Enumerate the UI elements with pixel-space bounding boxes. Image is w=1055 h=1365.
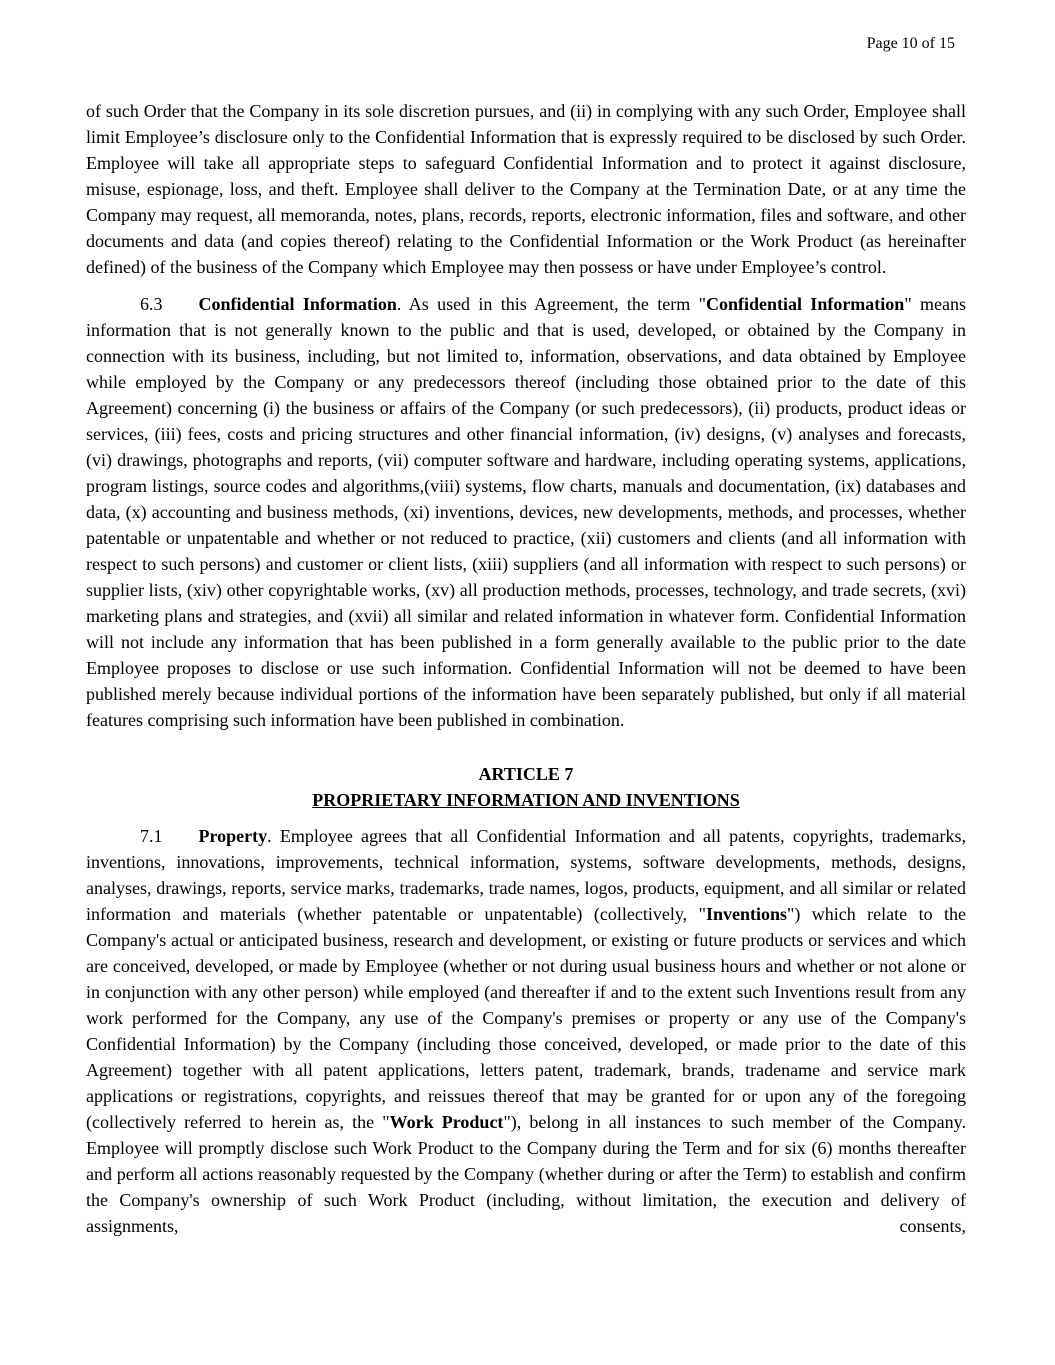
document-body xyxy=(86,98,966,1250)
bold-text-run: Confidential Information xyxy=(705,294,905,314)
paragraph-section-7-1 xyxy=(86,823,966,1239)
text-run: of such Order that the Company in its sole discretion pursues, and (ii) in complying with any such Order, Employee shall limit Employee’s disclosure only to the Confidential Information that is expressly required to be disclosed by such Order. Employee will take all appropriate steps to safeguard Confidential Information and to protect it against disclosure, misuse, espionage, loss, and theft. Employee shall deliver to the Company at the Termination Date, or at any time the Company may request, all memoranda, notes, plans, records, reports, electronic information, files and software, and other documents and data (and copies thereof) relating to the Confidential Information or the Work Product (as hereinafter defined) of the business of the Company which Employee may then possess or have under Employee’s control. xyxy=(86,101,966,277)
heading-line: ARTICLE 7 xyxy=(478,764,574,784)
page-header xyxy=(867,33,955,55)
article-7-heading xyxy=(86,761,966,813)
bold-text-run: Property xyxy=(198,826,268,846)
text-run: 7.1 xyxy=(140,826,163,846)
text-run: ") which relate to the Company's actual or anticipated business, research and development, or existing or future products or services and which are conceived, developed, or made by Employee (whether or not during usual business hours and whether or not alone or in conjunction with any other person) while employed (and thereafter if and to the extent such Inventions result from any work performed for the Company, any use of the Company's premises or property or any use of the Company's Confidential Information) by the Company (including those conceived, developed, or made prior to the date of this Agreement) together with all patent applications, letters patent, trademark, brands, tradename and service mark applications or registrations, copyrights, and reissues thereof that may be granted for or upon any of the foregoing (collectively referred to herein as, the " xyxy=(86,904,966,1132)
heading-line: PROPRIETARY INFORMATION AND INVENTIONS xyxy=(312,790,740,810)
text-run: " means information that is not generally known to the public and that is used, developed, or obtained by the Company in connection with its business, including, but not limited to, information, observations, and data obtained by Employee while employed by the Company or any predecessors thereof (including those obtained prior to the date of this Agreement) concerning (i) the business or affairs of the Company (or such predecessors), (ii) products, product ideas or services, (iii) fees, costs and pricing structures and other financial information, (iv) designs, (v) analyses and forecasts, (vi) drawings, photographs and reports, (vii) computer software and hardware, including operating systems, applications, program listings, source codes and algorithms,(viii) systems, flow charts, manuals and documentation, (ix) databases and data, (x) accounting and business methods, (xi) inventions, devices, new developments, methods, and processes, whether patentable or unpatentable and whether or not reduced to practice, (xii) customers and clients (and all information with respect to such persons) and customer or client lists, (xiii) suppliers (and all information with respect to such persons) or supplier lists, (xiv) other copyrightable works, (xv) all production methods, processes, technology, and trade secrets, (xvi) marketing plans and strategies, and (xvii) all similar and related information in whatever form. Confidential Information will not include any information that has been published in a form generally available to the public prior to the date Employee proposes to disclose or use such information. Confidential Information will not be deemed to have been published merely because individual portions of the information have been separately published, but only if all material features comprising such information have been published in combination. xyxy=(86,294,966,730)
bold-text-run: Work Product xyxy=(389,1112,504,1132)
text-run: . Employee agrees that all Confidential Information and all patents, copyrights, trademarks, inventions, innovations, improvements, technical information, systems, software developments, methods, designs, analyses, drawings, reports, service marks, trademarks, trade names, logos, products, equipment, and all similar or related information and materials (whether patentable or unpatentable) (collectively, " xyxy=(86,826,966,924)
text-run: 6.3 xyxy=(140,294,163,314)
text-run: . As used in this Agreement, the term " xyxy=(396,294,706,314)
bold-text-run: Inventions xyxy=(705,904,787,924)
text-run: "), belong in all instances to such member of the Company. Employee will promptly disclose such Work Product to the Company during the Term and for six (6) months thereafter and perform all actions reasonably requested by the Company (whether during or after the Term) to establish and confirm the Company's ownership of such Work Product (including, without limitation, the execution and delivery of assignments, consents, xyxy=(86,1112,967,1236)
paragraph-section-6-3 xyxy=(86,291,966,733)
bold-text-run: Confidential Information xyxy=(198,294,397,314)
page-number-label: Page 10 of 15 xyxy=(866,35,955,52)
paragraph-order-continuation xyxy=(86,98,966,280)
